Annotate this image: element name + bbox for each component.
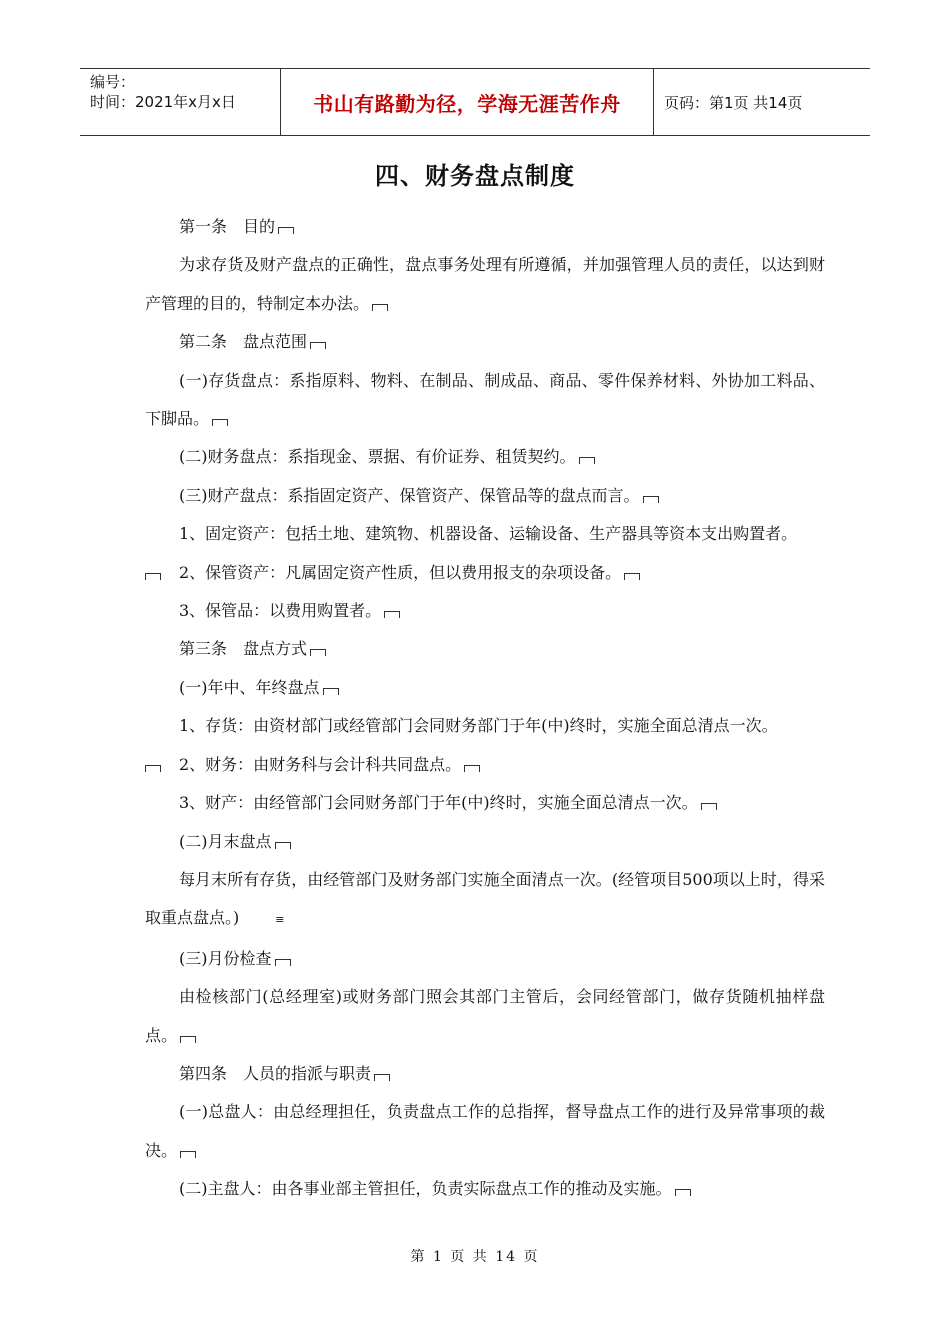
article-heading: 第二条 盘点范围	[145, 323, 825, 361]
paragraph: (二)财务盘点：系指现金、票据、有价证券、租赁契约。	[145, 438, 825, 476]
paragraph-mark-icon	[145, 573, 161, 580]
paragraph-mark-icon	[374, 1074, 390, 1081]
header-right-cell	[654, 69, 870, 135]
paragraph: (三)月份检查	[145, 940, 825, 978]
paragraph: 1、存货：由资材部门或经管部门会同财务部门于年(中)终时，实施全面总清点一次。	[179, 716, 778, 736]
document-date: 时间：2021年x月x日	[90, 93, 236, 111]
paragraph-mark-icon	[643, 496, 659, 503]
paragraph: 1、固定资产：包括土地、建筑物、机器设备、运输设备、生产器具等资本支出购置者。	[179, 524, 798, 544]
paragraph-mark-icon	[372, 304, 388, 311]
header-table	[80, 68, 870, 136]
paragraph: 2、保管资产：凡属固定资产性质，但以费用报支的杂项设备。	[145, 554, 825, 592]
article-heading: 第一条 目的	[145, 208, 825, 246]
article-heading: 第四条 人员的指派与职责	[145, 1055, 825, 1093]
header-motto: 书山有路勤为径，学海无涯苦作舟	[313, 91, 621, 116]
paragraph-mark-icon	[212, 419, 228, 426]
paragraph: 为求存货及财产盘点的正确性，盘点事务处理有所遵循，并加强管理人员的责任，以达到财产管理的目的，特制定本办法。	[145, 255, 825, 313]
paragraph-mark-icon	[278, 227, 294, 234]
paragraph: 3、保管品：以费用购置者。	[145, 592, 825, 630]
paragraph: 3、财产：由经管部门会同财务部门于年(中)终时，实施全面总清点一次。	[145, 784, 825, 822]
header-middle-cell	[281, 69, 654, 135]
paragraph-mark-icon	[310, 342, 326, 349]
paragraph-mark-icon	[275, 842, 291, 849]
paragraph-mark-icon	[323, 688, 339, 695]
paragraph: (二)月末盘点	[145, 823, 825, 861]
paragraph: 每月末所有存货，由经管部门及财务部门实施全面清点一次。(经管项目500项以上时，得采取重点盘点。) ≡	[145, 861, 825, 940]
header-left-cell	[80, 69, 281, 135]
document-title: 四、财务盘点制度	[375, 162, 575, 190]
page-info: 页码：第1页 共14页	[664, 93, 803, 112]
paragraph-mark-icon: ≡	[275, 913, 285, 927]
paragraph-mark-icon	[180, 1151, 196, 1158]
paragraph: (二)主盘人：由各事业部主管担任，负责实际盘点工作的推动及实施。	[145, 1170, 825, 1208]
document-body	[145, 208, 825, 1209]
paragraph-mark-icon	[464, 765, 480, 772]
document-number-label: 编号：	[90, 73, 136, 91]
paragraph-mark-icon	[701, 803, 717, 810]
paragraph-mark-icon	[275, 959, 291, 966]
paragraph-mark-icon	[675, 1189, 691, 1196]
paragraph: 2、财务：由财务科与会计科共同盘点。	[145, 746, 825, 784]
paragraph-mark-icon	[579, 457, 595, 464]
article-heading: 第三条 盘点方式	[145, 630, 825, 668]
paragraph: 由检核部门(总经理室)或财务部门照会其部门主管后，会同经管部门，做存货随机抽样盘点。	[145, 987, 825, 1045]
paragraph: (一)总盘人：由总经理担任，负责盘点工作的总指挥，督导盘点工作的进行及异常事项的裁决。	[145, 1102, 825, 1160]
paragraph-mark-icon	[384, 611, 400, 618]
page-footer: 第 1 页 共 14 页	[410, 1249, 540, 1265]
paragraph: (三)财产盘点：系指固定资产、保管资产、保管品等的盘点而言。	[145, 477, 825, 515]
paragraph-mark-icon	[180, 1036, 196, 1043]
paragraph-mark-icon	[310, 649, 326, 656]
paragraph-mark-icon	[624, 573, 640, 580]
paragraph: (一)年中、年终盘点	[145, 669, 825, 707]
paragraph-mark-icon	[145, 765, 161, 772]
paragraph: (一)存货盘点：系指原料、物料、在制品、制成品、商品、零件保养材料、外协加工料品、下脚品。	[145, 370, 825, 429]
